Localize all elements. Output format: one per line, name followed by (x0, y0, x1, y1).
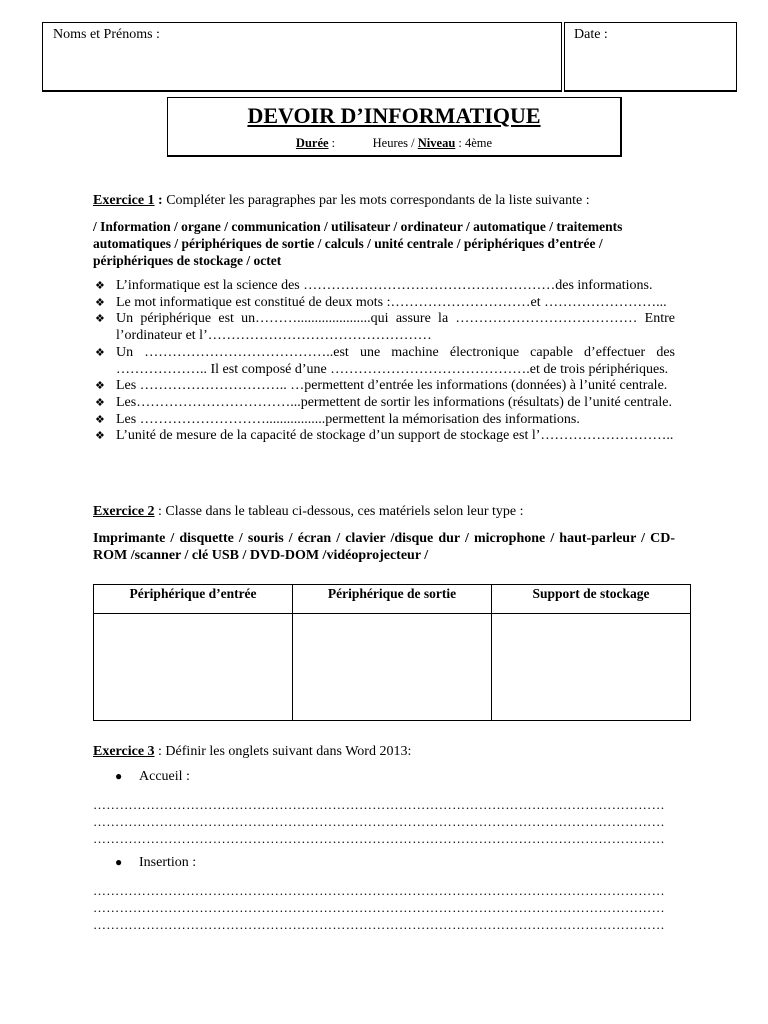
list-item: ❖ Les ………………………….. …permettent d’entrée les informations (données) à l’unité centrale. (95, 378, 668, 394)
exercise2-label: Exercice 2 (93, 504, 155, 519)
bullet-icon: ● (115, 769, 123, 783)
exercise2-instruction: : Classe dans le tableau ci-dessous, ces matériels selon leur type : (154, 504, 524, 519)
exercise1-word-list: / Information / organe / communication / utilisateur / ordinateur / automatique / traitements automatiques / périphériques de sortie / calculs / unité centrale / périphériques d’entrée / périphériques de stockage / octet (93, 219, 623, 268)
list-item: ❖ Le mot informatique est constitué de deux mots :…………………………et ……………………... (95, 294, 667, 310)
list-item-insertion: ● Insertion : (115, 855, 197, 870)
answer-line[interactable]: ………………………………………………………………………………………………………………… (93, 883, 665, 898)
title-box (167, 97, 622, 157)
exercise2-heading (93, 503, 675, 520)
table-header-row (94, 585, 691, 614)
diamond-bullet-icon: ❖ (95, 430, 105, 443)
table-cell-storage[interactable] (492, 614, 691, 721)
duree-rest: : Heures / (328, 136, 418, 150)
exercise1-label: Exercice 1 (93, 193, 155, 208)
niveau-label: Niveau (417, 136, 456, 150)
subtitle (168, 136, 620, 151)
exercise3-instruction: : Définir les onglets suivant dans Word 2013: (154, 744, 412, 759)
table-cell-output[interactable] (293, 614, 492, 721)
diamond-bullet-icon: ❖ (95, 413, 105, 426)
list-item: ❖ Les……………………………...permettent de sortir les informations (résultats) de l’unité centrale. (95, 394, 672, 410)
diamond-bullet-icon: ❖ (95, 313, 105, 326)
diamond-bullet-icon: ❖ (95, 380, 105, 393)
table-cell-input[interactable] (94, 614, 293, 721)
diamond-bullet-icon: ❖ (95, 396, 105, 409)
date-label: Date : (574, 27, 608, 42)
date-field-box (564, 22, 737, 92)
table-row (94, 614, 691, 721)
name-label: Noms et Prénoms : (53, 27, 160, 42)
exercise3-label: Exercice 3 (93, 744, 155, 759)
diamond-bullet-icon: ❖ (95, 280, 105, 292)
answer-line[interactable]: ………………………………………………………………………………………………………………… (93, 917, 665, 932)
list-item: ❖ L’unité de mesure de la capacité de stockage d’un support de stockage est l’……………………….. (95, 428, 674, 444)
answer-line[interactable]: ………………………………………………………………………………………………………………… (93, 814, 665, 829)
exercise1-instruction: Compléter les paragraphes par les mots correspondants de la liste suivante : (166, 193, 590, 208)
answer-line[interactable]: ………………………………………………………………………………………………………………… (93, 797, 665, 812)
list-item: ❖ Un périphérique est un……….....................qui assure la ………………………………… Entre l’ordinateur et l’………………………………………… (95, 311, 675, 344)
table-header-input: Périphérique d’entrée (94, 585, 293, 614)
duree-label: Durée (295, 136, 329, 150)
table-header-output: Périphérique de sortie (293, 585, 492, 614)
niveau-rest: : 4ème (455, 136, 493, 150)
exercise1-items (93, 278, 675, 445)
exercise1-colon: : (154, 193, 167, 208)
list-item: ❖ L’informatique est la science des ………………………………………………des informations. (95, 278, 653, 293)
table-header-storage: Support de stockage (492, 585, 691, 614)
diamond-bullet-icon: ❖ (95, 346, 105, 359)
answer-line[interactable]: ………………………………………………………………………………………………………………… (93, 900, 665, 915)
exercise2-word-list: Imprimante / disquette / souris / écran / clavier /disque dur / microphone / haut-parleur / CD-ROM /scanner / clé USB / DVD-DOM /vidéoprojecteur / (93, 531, 675, 563)
list-item-accueil: ● Accueil : (115, 769, 190, 784)
list-item: ❖ Un …………………………………..est une machine électronique capable d’effectuer des ……………….. Il est composé d’une …………………………………….et de trois périphériques. (95, 344, 675, 377)
classification-table (93, 584, 691, 721)
answer-line[interactable]: ………………………………………………………………………………………………………………… (93, 831, 665, 846)
exercise1-heading (93, 192, 675, 209)
list-item: ❖ Les ……………………….................permettent la mémorisation des informations. (95, 411, 580, 427)
page-title: DEVOIR D’INFORMATIQUE (247, 103, 541, 128)
name-field-box (42, 22, 562, 92)
diamond-bullet-icon: ❖ (95, 296, 105, 309)
bullet-icon: ● (115, 855, 123, 869)
exercise3-heading (93, 743, 675, 760)
